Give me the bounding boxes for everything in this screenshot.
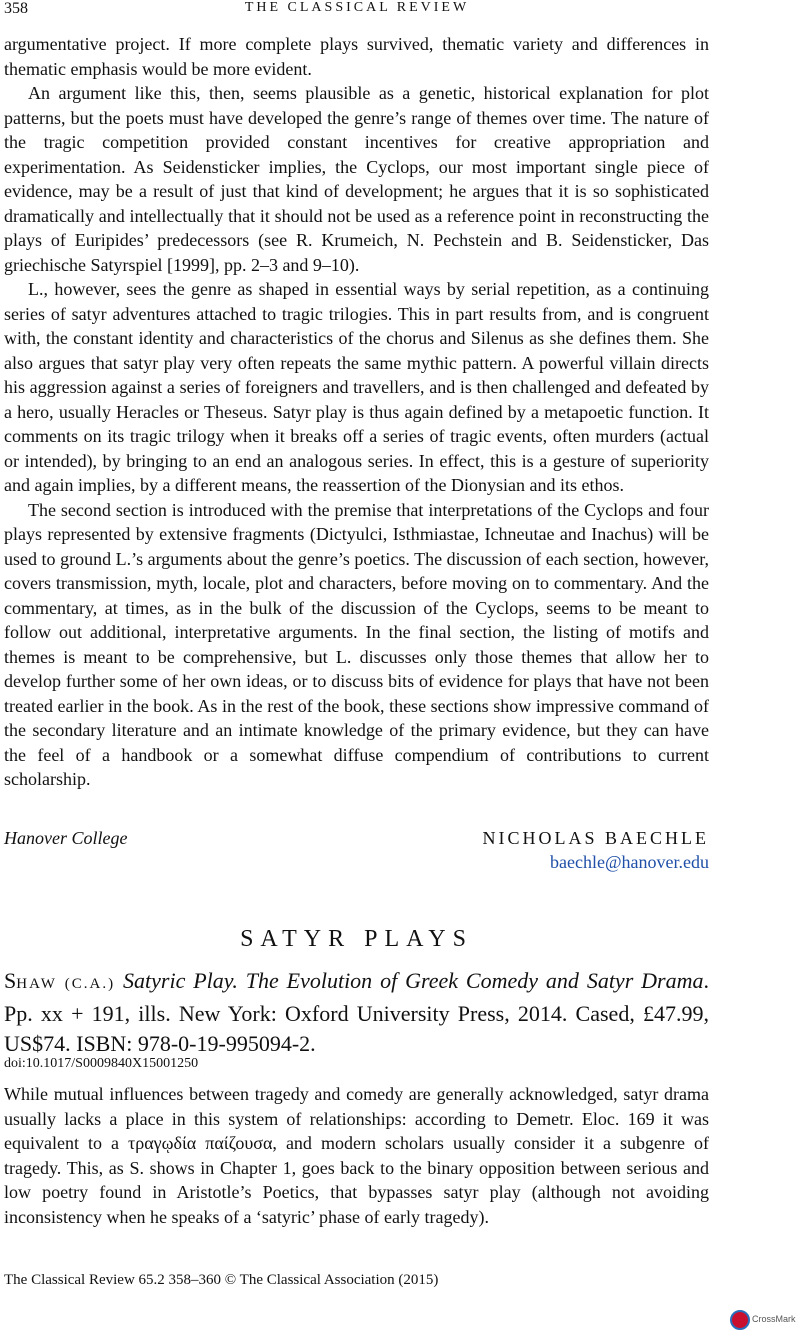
bibliographic-entry (4, 966, 709, 1059)
paragraph: While mutual influences between tragedy and comedy are generally acknowledged, satyr drama usually lacks a place in this system of relationships: according to Demetr. Eloc. 169 it was equivalent to a τραγῳδία παίζουσα, and modern scholars usually consider it a subgenre of tragedy. This, as S. shows in Chapter 1, goes back to the binary opposition between serious and low poetry found in Aristotle’s Poetics, that bypasses satyr play (although not avoiding inconsistency when he speaks of a ‘satyric’ phase of early tragedy). (4, 1084, 709, 1227)
footer-citation: The Classical Review 65.2 358–360 © The Classical Association (2015) (4, 1272, 439, 1288)
author-initials: (C.A.) (64, 976, 116, 992)
section-title: SATYR PLAYS (240, 926, 473, 952)
running-header (4, 0, 710, 22)
review-body-2 (4, 1082, 709, 1229)
doi: doi:10.1017/S0009840X15001250 (4, 1056, 199, 1071)
publication-details: . Pp. xx + 191, ills. New York: Oxford University Press, 2014. Cased, £47.99, US$74. ISBN: 978-0-19-995094-2. (4, 968, 709, 1056)
review-body (4, 32, 709, 792)
crossmark-badge[interactable] (730, 1310, 796, 1330)
author-surname: HAW (16, 976, 57, 992)
page-number: 358 (4, 0, 28, 17)
crossmark-label: CrossMark (752, 1314, 796, 1324)
email-link[interactable]: baechle@hanover.edu (549, 852, 709, 872)
crossmark-icon (730, 1310, 750, 1330)
journal-title: THE CLASSICAL REVIEW (244, 0, 470, 15)
institution: Hanover College (4, 828, 128, 848)
paragraph: argumentative project. If more complete plays survived, thematic variety and differences in thematic emphasis would be more evident. (4, 34, 709, 79)
paragraph: L., however, sees the genre as shaped in essential ways by serial repetition, as a continuing series of satyr adventures attached to tragic trilogies. This in part results from, and is congruent with, the constant identity and characteristics of the chorus and Silenus as she defines them. She also argues that satyr play very often repeats the same mythic pattern. A powerful villain directs his aggression against a series of foreigners and travellers, and is then challenged and defeated by a hero, usually Heracles or Theseus. Satyr play is thus again defined by a metapoetic function. It comments on its tragic trilogy when it breaks off a series of tragic events, often murders (actual or intended), by bringing to an end an analogous series. In effect, this is a gesture of superiority and again implies, by a different means, the reassertion of the Dionysian and its ethos. (4, 279, 709, 495)
book-title: Satyric Play. The Evolution of Greek Comedy and Satyr Drama (123, 968, 704, 993)
paragraph: An argument like this, then, seems plausible as a genetic, historical explanation for plot patterns, but the poets must have developed the genre’s range of themes over time. The nature of the tragic competition provided constant incentives for creative appropriation and experimentation. As Seidensticker implies, the Cyclops, our most important single piece of evidence, may be a result of just that kind of development; he argues that it is so sophisticated dramatically and intellectually that it should not be used as a reference point in reconstructing the plays of Euripides’ predecessors (see R. Krumeich, N. Pechstein and B. Seidensticker, Das griechische Satyrspiel [1999], pp. 2–3 and 9–10). (4, 83, 709, 275)
reviewer-signature (4, 826, 709, 872)
author-initial: S (4, 968, 17, 993)
reviewer-name: NICHOLAS BAECHLE (482, 828, 709, 848)
paragraph: The second section is introduced with the premise that interpretations of the Cyclops and four plays represented by extensive fragments (Dictyulci, Isthmiastae, Ichneutae and Inachus) will be used to ground L.’s arguments about the genre’s poetics. The discussion of each section, however, covers transmission, myth, locale, plot and characters, before moving on to commentary. And the commentary, at times, as in the bulk of the discussion of the Cyclops, seems to be meant to follow out additional, interpretative arguments. In the final section, the listing of motifs and themes is meant to be comprehensive, but L. discusses only those themes that allow her to develop further some of her own ideas, or to discuss bits of evidence for plays that have not been treated earlier in the book. As in the rest of the book, these sections show impressive command of the secondary literature and an intimate knowledge of the primary evidence, but they can have the feel of a handbook or a somewhat diffuse compendium of contributions to current scholarship. (4, 499, 709, 789)
